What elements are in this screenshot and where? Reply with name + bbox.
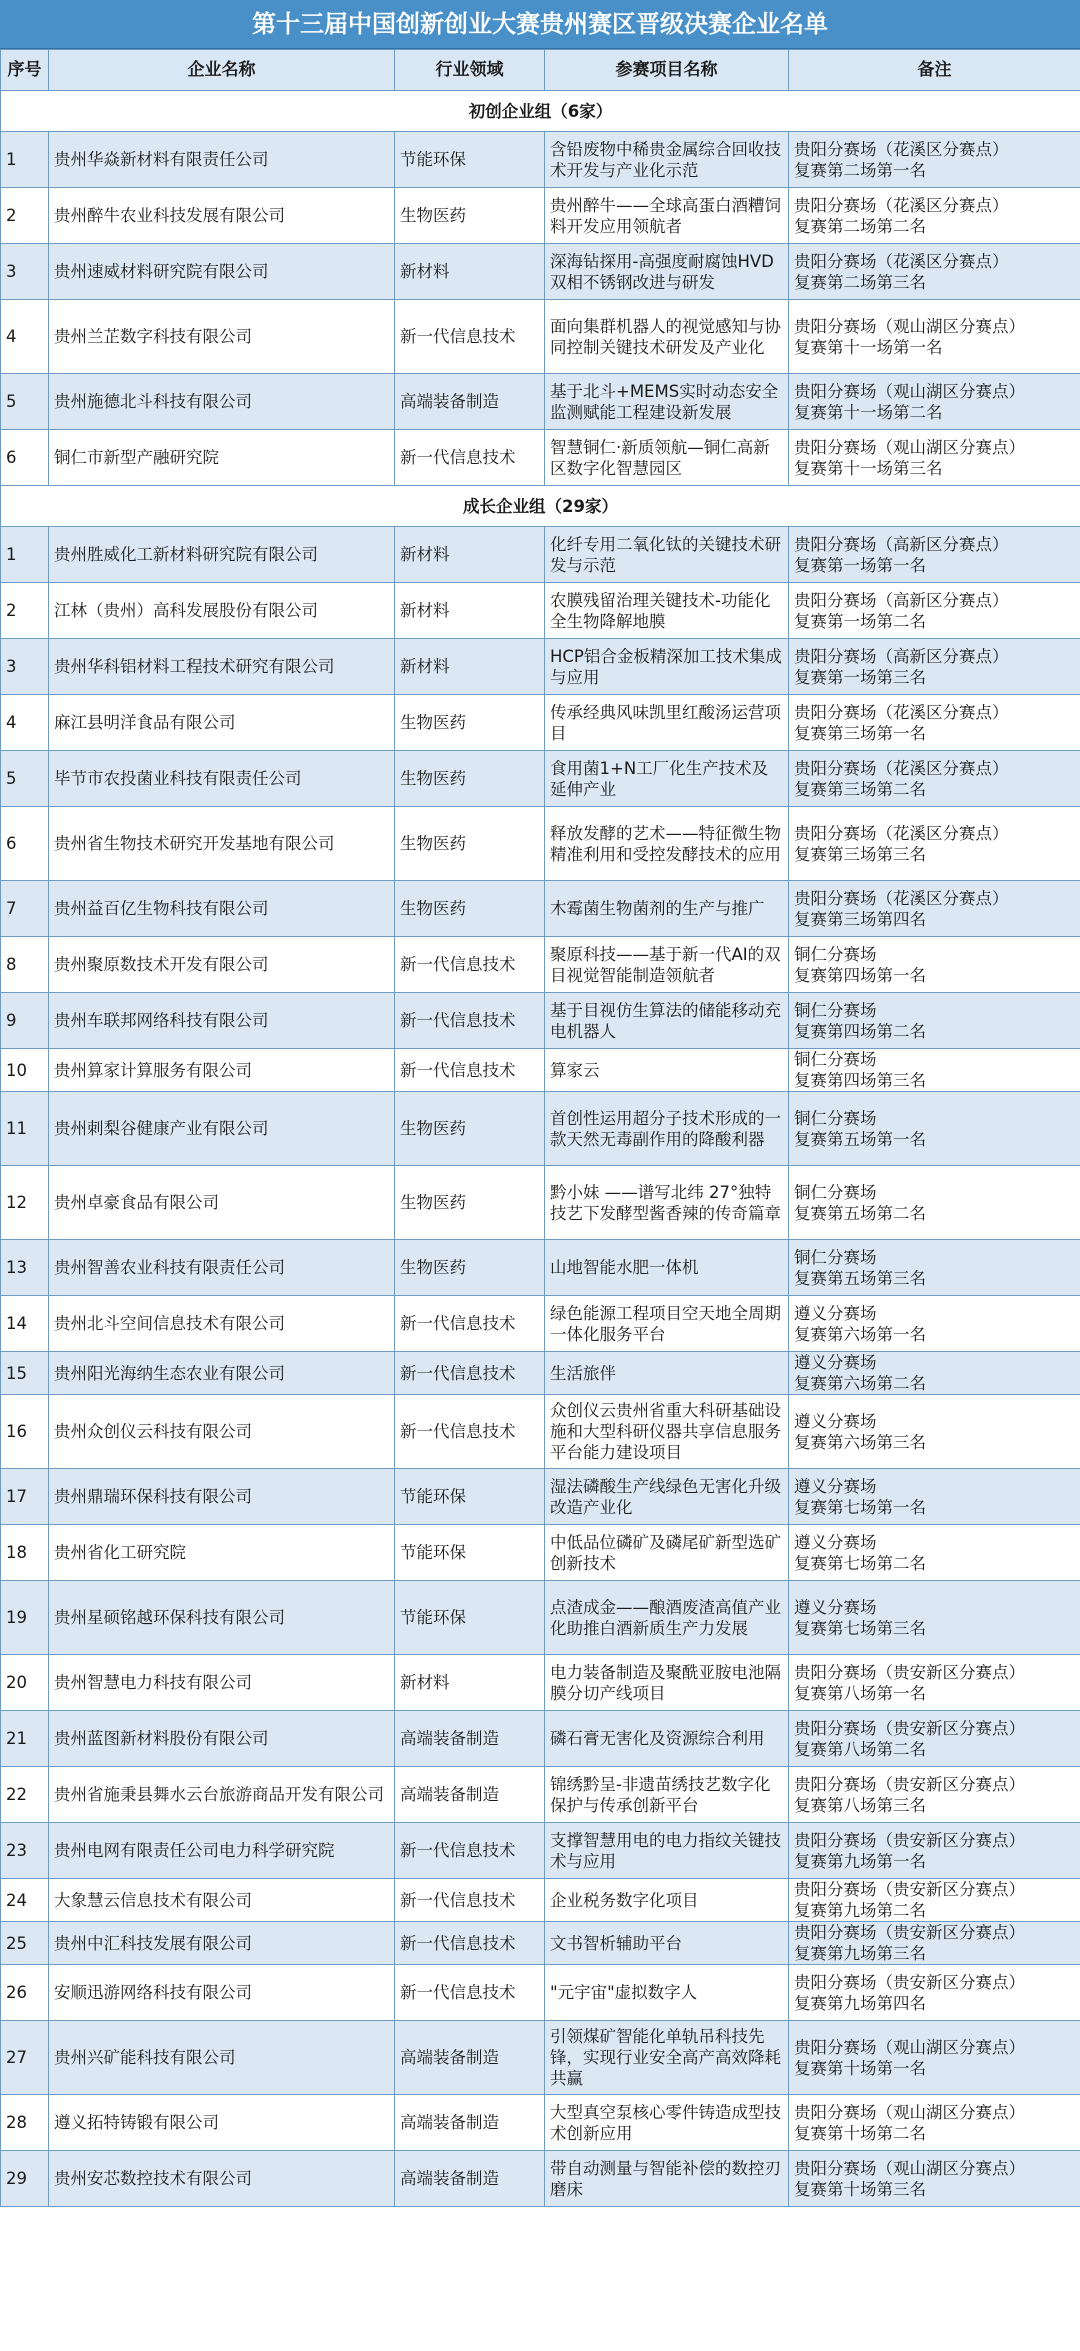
cell-industry: 新材料 <box>395 244 545 300</box>
cell-project: 大型真空泵核心零件铸造成型技术创新应用 <box>545 2095 789 2151</box>
table-row <box>1 244 1080 300</box>
cell-company: 贵州中汇科技发展有限公司 <box>49 1922 395 1965</box>
cell-industry: 生物医药 <box>395 1240 545 1296</box>
cell-note: 贵阳分赛场（观山湖区分赛点） 复赛第十场第二名 <box>789 2095 1080 2151</box>
cell-note: 铜仁分赛场 复赛第五场第二名 <box>789 1166 1080 1240</box>
cell-company: 贵州兴矿能科技有限公司 <box>49 2021 395 2095</box>
cell-index: 27 <box>1 2021 49 2095</box>
cell-index: 26 <box>1 1965 49 2021</box>
cell-note: 贵阳分赛场（花溪区分赛点） 复赛第三场第四名 <box>789 881 1080 937</box>
table-row <box>1 1166 1080 1240</box>
page-title: 第十三届中国创新创业大赛贵州赛区晋级决赛企业名单 <box>0 0 1080 49</box>
cell-project: HCP铝合金板精深加工技术集成与应用 <box>545 639 789 695</box>
cell-note: 贵阳分赛场（花溪区分赛点） 复赛第三场第二名 <box>789 751 1080 807</box>
cell-company: 贵州算家计算服务有限公司 <box>49 1049 395 1092</box>
cell-index: 6 <box>1 430 49 486</box>
cell-project: 带自动测量与智能补偿的数控刃磨床 <box>545 2151 789 2207</box>
cell-company: 遵义拓特铸锻有限公司 <box>49 2095 395 2151</box>
cell-company: 贵州华焱新材料有限责任公司 <box>49 132 395 188</box>
cell-index: 14 <box>1 1296 49 1352</box>
cell-note: 遵义分赛场 复赛第七场第二名 <box>789 1525 1080 1581</box>
cell-project: 山地智能水肥一体机 <box>545 1240 789 1296</box>
header-company: 企业名称 <box>49 50 395 91</box>
table-row <box>1 374 1080 430</box>
cell-company: 贵州省化工研究院 <box>49 1525 395 1581</box>
cell-company: 贵州智善农业科技有限责任公司 <box>49 1240 395 1296</box>
cell-note: 贵阳分赛场（高新区分赛点） 复赛第一场第一名 <box>789 527 1080 583</box>
cell-project: 锦绣黔呈-非遗苗绣技艺数字化保护与传承创新平台 <box>545 1767 789 1823</box>
table-body <box>1 91 1080 2207</box>
cell-company: 贵州胜威化工新材料研究院有限公司 <box>49 527 395 583</box>
cell-project: 农膜残留治理关键技术-功能化全生物降解地膜 <box>545 583 789 639</box>
cell-company: 贵州电网有限责任公司电力科学研究院 <box>49 1823 395 1879</box>
table-row <box>1 639 1080 695</box>
cell-industry: 高端装备制造 <box>395 2151 545 2207</box>
cell-index: 4 <box>1 300 49 374</box>
cell-note: 铜仁分赛场 复赛第五场第一名 <box>789 1092 1080 1166</box>
cell-company: 铜仁市新型产融研究院 <box>49 430 395 486</box>
cell-note: 遵义分赛场 复赛第六场第二名 <box>789 1352 1080 1395</box>
cell-company: 贵州安芯数控技术有限公司 <box>49 2151 395 2207</box>
cell-index: 11 <box>1 1092 49 1166</box>
cell-note: 贵阳分赛场（贵安新区分赛点） 复赛第九场第三名 <box>789 1922 1080 1965</box>
cell-index: 25 <box>1 1922 49 1965</box>
table-row <box>1 132 1080 188</box>
cell-note: 铜仁分赛场 复赛第五场第三名 <box>789 1240 1080 1296</box>
cell-index: 19 <box>1 1581 49 1655</box>
cell-industry: 新一代信息技术 <box>395 1352 545 1395</box>
table-row <box>1 1965 1080 2021</box>
table-row <box>1 751 1080 807</box>
table-row <box>1 1767 1080 1823</box>
table-row <box>1 1240 1080 1296</box>
cell-industry: 高端装备制造 <box>395 374 545 430</box>
cell-project: 点渣成金——酿酒废渣高值产业化助推白酒新质生产力发展 <box>545 1581 789 1655</box>
cell-note: 贵阳分赛场（观山湖区分赛点） 复赛第十场第一名 <box>789 2021 1080 2095</box>
cell-note: 贵阳分赛场（花溪区分赛点） 复赛第二场第三名 <box>789 244 1080 300</box>
cell-index: 17 <box>1 1469 49 1525</box>
cell-project: 木霉菌生物菌剂的生产与推广 <box>545 881 789 937</box>
cell-note: 贵阳分赛场（高新区分赛点） 复赛第一场第二名 <box>789 583 1080 639</box>
cell-project: 聚原科技——基于新一代AI的双目视觉智能制造领航者 <box>545 937 789 993</box>
cell-company: 贵州兰芷数字科技有限公司 <box>49 300 395 374</box>
cell-project: 深海钻探用-高强度耐腐蚀HVD 双相不锈钢改进与研发 <box>545 244 789 300</box>
cell-note: 贵阳分赛场（花溪区分赛点） 复赛第二场第二名 <box>789 188 1080 244</box>
cell-project: 电力装备制造及聚酰亚胺电池隔膜分切产线项目 <box>545 1655 789 1711</box>
cell-note: 贵阳分赛场（贵安新区分赛点） 复赛第八场第二名 <box>789 1711 1080 1767</box>
table-row <box>1 2021 1080 2095</box>
cell-company: 贵州省生物技术研究开发基地有限公司 <box>49 807 395 881</box>
cell-index: 1 <box>1 132 49 188</box>
cell-note: 贵阳分赛场（观山湖区分赛点） 复赛第十场第三名 <box>789 2151 1080 2207</box>
table-row <box>1 1879 1080 1922</box>
cell-note: 贵阳分赛场（观山湖区分赛点） 复赛第十一场第三名 <box>789 430 1080 486</box>
table-row <box>1 1296 1080 1352</box>
cell-project: 支撑智慧用电的电力指纹关键技术与应用 <box>545 1823 789 1879</box>
cell-company: 贵州施德北斗科技有限公司 <box>49 374 395 430</box>
cell-index: 15 <box>1 1352 49 1395</box>
table-row <box>1 300 1080 374</box>
table-row <box>1 188 1080 244</box>
table-row <box>1 1049 1080 1092</box>
cell-project: 首创性运用超分子技术形成的一款天然无毒副作用的降酸利器 <box>545 1092 789 1166</box>
table-row <box>1 1092 1080 1166</box>
cell-index: 22 <box>1 1767 49 1823</box>
cell-note: 铜仁分赛场 复赛第四场第三名 <box>789 1049 1080 1092</box>
cell-note: 贵阳分赛场（花溪区分赛点） 复赛第三场第三名 <box>789 807 1080 881</box>
cell-note: 贵阳分赛场（贵安新区分赛点） 复赛第九场第四名 <box>789 1965 1080 2021</box>
cell-company: 安顺迅游网络科技有限公司 <box>49 1965 395 2021</box>
table-row <box>1 583 1080 639</box>
cell-note: 贵阳分赛场（贵安新区分赛点） 复赛第九场第一名 <box>789 1823 1080 1879</box>
cell-industry: 新材料 <box>395 1655 545 1711</box>
cell-index: 24 <box>1 1879 49 1922</box>
cell-industry: 高端装备制造 <box>395 2095 545 2151</box>
table-row <box>1 2095 1080 2151</box>
cell-project: 含铅废物中稀贵金属综合回收技术开发与产业化示范 <box>545 132 789 188</box>
cell-industry: 新一代信息技术 <box>395 1395 545 1469</box>
cell-index: 1 <box>1 527 49 583</box>
table-row <box>1 1352 1080 1395</box>
table-row <box>1 1581 1080 1655</box>
table-row <box>1 881 1080 937</box>
cell-note: 贵阳分赛场（贵安新区分赛点） 复赛第九场第二名 <box>789 1879 1080 1922</box>
cell-industry: 生物医药 <box>395 188 545 244</box>
table-row <box>1 695 1080 751</box>
cell-project: 化纤专用二氧化钛的关键技术研发与示范 <box>545 527 789 583</box>
group-header <box>1 486 1080 527</box>
table-row <box>1 937 1080 993</box>
cell-note: 遵义分赛场 复赛第七场第三名 <box>789 1581 1080 1655</box>
header-industry: 行业领域 <box>395 50 545 91</box>
cell-note: 贵阳分赛场（花溪区分赛点） 复赛第三场第一名 <box>789 695 1080 751</box>
cell-industry: 新一代信息技术 <box>395 300 545 374</box>
table-row <box>1 993 1080 1049</box>
cell-industry: 新一代信息技术 <box>395 1823 545 1879</box>
cell-project: 文书智析辅助平台 <box>545 1922 789 1965</box>
cell-industry: 生物医药 <box>395 1166 545 1240</box>
cell-note: 遵义分赛场 复赛第六场第一名 <box>789 1296 1080 1352</box>
cell-industry: 新一代信息技术 <box>395 430 545 486</box>
cell-index: 12 <box>1 1166 49 1240</box>
cell-project: 智慧铜仁·新质领航—铜仁高新区数字化智慧园区 <box>545 430 789 486</box>
cell-industry: 节能环保 <box>395 1525 545 1581</box>
cell-index: 5 <box>1 751 49 807</box>
cell-company: 贵州醉牛农业科技发展有限公司 <box>49 188 395 244</box>
cell-industry: 新一代信息技术 <box>395 1049 545 1092</box>
cell-industry: 新一代信息技术 <box>395 1922 545 1965</box>
cell-industry: 新材料 <box>395 583 545 639</box>
table-row <box>1 1525 1080 1581</box>
cell-company: 贵州卓豪食品有限公司 <box>49 1166 395 1240</box>
group-header <box>1 91 1080 132</box>
cell-company: 贵州北斗空间信息技术有限公司 <box>49 1296 395 1352</box>
cell-note: 贵阳分赛场（观山湖区分赛点） 复赛第十一场第二名 <box>789 374 1080 430</box>
cell-note: 铜仁分赛场 复赛第四场第一名 <box>789 937 1080 993</box>
table-header-row <box>1 50 1080 91</box>
cell-project: 传承经典风味凯里红酸汤运营项目 <box>545 695 789 751</box>
cell-project: "元宇宙"虚拟数字人 <box>545 1965 789 2021</box>
cell-company: 贵州众创仪云科技有限公司 <box>49 1395 395 1469</box>
cell-company: 贵州速威材料研究院有限公司 <box>49 244 395 300</box>
cell-company: 贵州鼎瑞环保科技有限公司 <box>49 1469 395 1525</box>
cell-project: 生活旅伴 <box>545 1352 789 1395</box>
cell-index: 7 <box>1 881 49 937</box>
cell-index: 21 <box>1 1711 49 1767</box>
cell-index: 20 <box>1 1655 49 1711</box>
cell-industry: 新一代信息技术 <box>395 1296 545 1352</box>
table-row <box>1 807 1080 881</box>
cell-project: 引领煤矿智能化单轨吊科技先锋，实现行业安全高产高效降耗共赢 <box>545 2021 789 2095</box>
cell-company: 江林（贵州）高科发展股份有限公司 <box>49 583 395 639</box>
cell-project: 众创仪云贵州省重大科研基础设施和大型科研仪器共享信息服务平台能力建设项目 <box>545 1395 789 1469</box>
cell-industry: 节能环保 <box>395 1581 545 1655</box>
table-row <box>1 430 1080 486</box>
cell-index: 2 <box>1 188 49 244</box>
header-note: 备注 <box>789 50 1080 91</box>
cell-industry: 高端装备制造 <box>395 1711 545 1767</box>
table-row <box>1 1711 1080 1767</box>
cell-note: 贵阳分赛场（贵安新区分赛点） 复赛第八场第一名 <box>789 1655 1080 1711</box>
cell-index: 29 <box>1 2151 49 2207</box>
cell-industry: 新一代信息技术 <box>395 937 545 993</box>
table-row <box>1 1655 1080 1711</box>
cell-project: 基于目视仿生算法的储能移动充电机器人 <box>545 993 789 1049</box>
table-row <box>1 1823 1080 1879</box>
table-row <box>1 2151 1080 2207</box>
cell-index: 18 <box>1 1525 49 1581</box>
cell-industry: 生物医药 <box>395 881 545 937</box>
cell-company: 贵州车联邦网络科技有限公司 <box>49 993 395 1049</box>
cell-project: 黔小妹 ——谱写北纬 27°独特技艺下发酵型酱香辣的传奇篇章 <box>545 1166 789 1240</box>
cell-note: 贵阳分赛场（贵安新区分赛点） 复赛第八场第三名 <box>789 1767 1080 1823</box>
cell-industry: 新一代信息技术 <box>395 993 545 1049</box>
cell-company: 贵州刺梨谷健康产业有限公司 <box>49 1092 395 1166</box>
cell-index: 3 <box>1 244 49 300</box>
cell-industry: 新一代信息技术 <box>395 1965 545 2021</box>
cell-company: 贵州阳光海纳生态农业有限公司 <box>49 1352 395 1395</box>
cell-industry: 生物医药 <box>395 1092 545 1166</box>
table-row <box>1 1469 1080 1525</box>
cell-company: 贵州智慧电力科技有限公司 <box>49 1655 395 1711</box>
table-row <box>1 1922 1080 1965</box>
cell-industry: 生物医药 <box>395 695 545 751</box>
table-row <box>1 527 1080 583</box>
cell-project: 基于北斗+MEMS实时动态安全监测赋能工程建设新发展 <box>545 374 789 430</box>
cell-index: 5 <box>1 374 49 430</box>
cell-company: 贵州益百亿生物科技有限公司 <box>49 881 395 937</box>
cell-index: 16 <box>1 1395 49 1469</box>
cell-note: 贵阳分赛场（花溪区分赛点） 复赛第二场第一名 <box>789 132 1080 188</box>
cell-index: 8 <box>1 937 49 993</box>
cell-project: 释放发酵的艺术——特征微生物精准利用和受控发酵技术的应用 <box>545 807 789 881</box>
table-row <box>1 1395 1080 1469</box>
group-label: 初创企业组（6家） <box>1 91 1080 132</box>
cell-note: 遵义分赛场 复赛第七场第一名 <box>789 1469 1080 1525</box>
group-label: 成长企业组（29家） <box>1 486 1080 527</box>
cell-index: 10 <box>1 1049 49 1092</box>
cell-project: 绿色能源工程项目空天地全周期一体化服务平台 <box>545 1296 789 1352</box>
cell-note: 贵阳分赛场（高新区分赛点） 复赛第一场第三名 <box>789 639 1080 695</box>
cell-company: 毕节市农投菌业科技有限责任公司 <box>49 751 395 807</box>
cell-industry: 高端装备制造 <box>395 2021 545 2095</box>
cell-note: 遵义分赛场 复赛第六场第三名 <box>789 1395 1080 1469</box>
cell-company: 贵州华科铝材料工程技术研究有限公司 <box>49 639 395 695</box>
header-index: 序号 <box>1 50 49 91</box>
cell-index: 2 <box>1 583 49 639</box>
cell-index: 4 <box>1 695 49 751</box>
cell-industry: 新材料 <box>395 639 545 695</box>
header-project: 参赛项目名称 <box>545 50 789 91</box>
cell-industry: 生物医药 <box>395 751 545 807</box>
cell-project: 湿法磷酸生产线绿色无害化升级改造产业化 <box>545 1469 789 1525</box>
cell-index: 28 <box>1 2095 49 2151</box>
cell-note: 铜仁分赛场 复赛第四场第二名 <box>789 993 1080 1049</box>
cell-index: 23 <box>1 1823 49 1879</box>
cell-project: 算家云 <box>545 1049 789 1092</box>
cell-project: 磷石膏无害化及资源综合利用 <box>545 1711 789 1767</box>
cell-index: 9 <box>1 993 49 1049</box>
cell-company: 贵州星硕铭越环保科技有限公司 <box>49 1581 395 1655</box>
cell-project: 面向集群机器人的视觉感知与协同控制关键技术研发及产业化 <box>545 300 789 374</box>
cell-company: 大象慧云信息技术有限公司 <box>49 1879 395 1922</box>
cell-industry: 高端装备制造 <box>395 1767 545 1823</box>
cell-project: 食用菌1+N工厂化生产技术及延伸产业 <box>545 751 789 807</box>
cell-company: 贵州聚原数技术开发有限公司 <box>49 937 395 993</box>
cell-company: 贵州省施秉县舞水云台旅游商品开发有限公司 <box>49 1767 395 1823</box>
cell-company: 贵州蓝图新材料股份有限公司 <box>49 1711 395 1767</box>
cell-company: 麻江县明洋食品有限公司 <box>49 695 395 751</box>
cell-index: 6 <box>1 807 49 881</box>
enterprise-list-table <box>0 49 1080 2207</box>
cell-note: 贵阳分赛场（观山湖区分赛点） 复赛第十一场第一名 <box>789 300 1080 374</box>
cell-industry: 新一代信息技术 <box>395 1879 545 1922</box>
cell-industry: 生物医药 <box>395 807 545 881</box>
cell-industry: 节能环保 <box>395 132 545 188</box>
cell-index: 13 <box>1 1240 49 1296</box>
cell-project: 中低品位磷矿及磷尾矿新型选矿创新技术 <box>545 1525 789 1581</box>
cell-industry: 节能环保 <box>395 1469 545 1525</box>
cell-index: 3 <box>1 639 49 695</box>
cell-project: 贵州醉牛——全球高蛋白酒糟饲料开发应用领航者 <box>545 188 789 244</box>
cell-project: 企业税务数字化项目 <box>545 1879 789 1922</box>
cell-industry: 新材料 <box>395 527 545 583</box>
